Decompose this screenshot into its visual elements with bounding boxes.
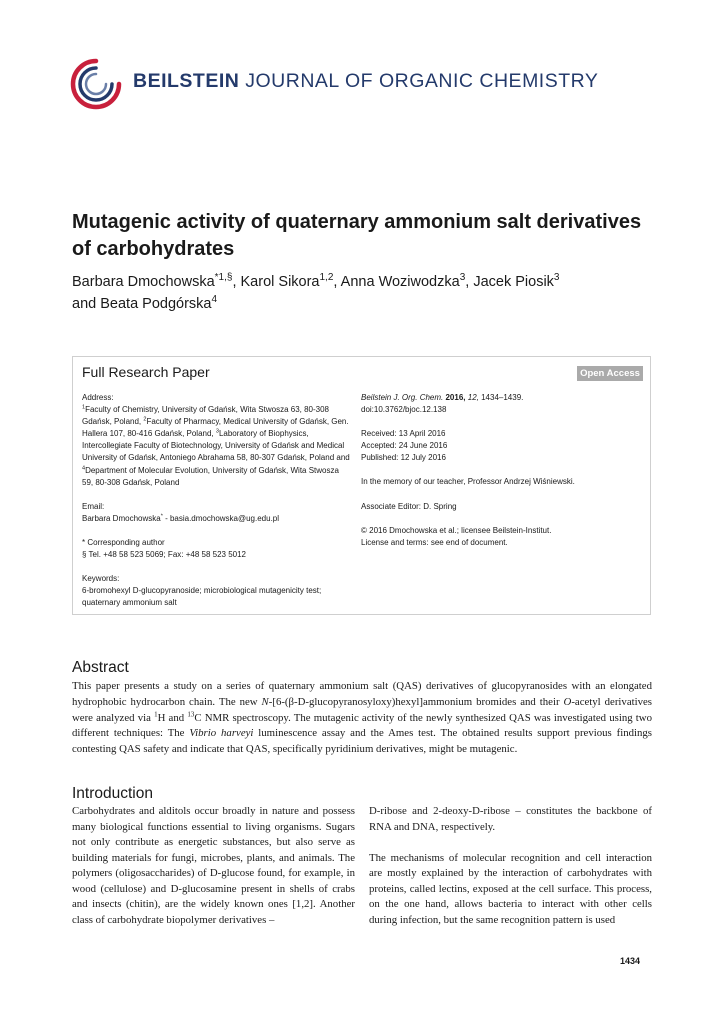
email-label: Email: bbox=[82, 501, 105, 511]
info-right-column bbox=[361, 392, 646, 549]
abstract-italic: Vibrio harveyi bbox=[189, 727, 254, 740]
abstract-part: This paper presents a study on a series of quaternary ammonium salt (QAS) derivatives of glucopyranosides with an elongated hydrophobic hydrocarbon chain. The new bbox=[72, 680, 652, 708]
author-conjunction: and bbox=[72, 296, 97, 312]
abstract-part: -acetyl derivatives were analyzed via bbox=[72, 695, 652, 724]
corresponding-note: * Corresponding author bbox=[82, 537, 165, 547]
affiliations bbox=[82, 404, 352, 489]
author-name: Anna Woziwodzka bbox=[340, 274, 460, 290]
author-affiliation-mark: *1,§ bbox=[214, 272, 233, 284]
keywords-label: Keywords: bbox=[82, 574, 120, 584]
affiliation-mark: 2 bbox=[143, 416, 147, 423]
paper-type-label: Full Research Paper bbox=[82, 364, 210, 380]
keywords-list: 6-bromohexyl D-glucopyranoside; microbiological mutagenicity test; quaternary ammonium salt bbox=[82, 586, 322, 608]
citation bbox=[361, 392, 646, 404]
memorial-note: In the memory of our teacher, Professor Andrzej Wiśniewski. bbox=[361, 477, 575, 487]
affiliation-3: Laboratory of Biophysics, Intercollegiate Faculty of Biotechnology, University of Gdańsk and Medical University of Gdańsk, Antoniego Abrahama 58, 80-307 Gdańsk, Poland and bbox=[82, 429, 350, 463]
abstract-italic: O bbox=[563, 695, 572, 708]
affiliation-mark: 3 bbox=[215, 428, 219, 435]
author-affiliation-mark: 1,2 bbox=[319, 272, 334, 284]
author-affiliation-mark: 4 bbox=[211, 294, 218, 306]
abstract-part: C NMR spectroscopy. The mutagenic activity of the newly synthesized QAS was investigated using two different techniques: The bbox=[72, 711, 652, 740]
affiliation-1: Faculty of Chemistry, University of Gdańsk, Wita Stwosza 63, 80-308 Gdańsk, Poland, bbox=[82, 405, 330, 427]
author-name: Barbara Dmochowska bbox=[72, 274, 215, 290]
citation-year: 2016, bbox=[445, 393, 466, 402]
email-address-link[interactable]: - basia.dmochowska@ug.edu.pl bbox=[162, 513, 280, 523]
abstract-part: luminescence assay and the Ames test. The obtained results support previous findings contesting QAS safety and indicate that QAS, specifically pyridinium derivatives, might be mutagenic. bbox=[72, 727, 652, 756]
introduction-heading: Introduction bbox=[72, 785, 153, 802]
phone-note: § Tel. +48 58 523 5069; Fax: +48 58 523 5012 bbox=[82, 550, 246, 560]
abstract-text bbox=[72, 679, 652, 758]
affiliation-mark: 4 bbox=[82, 464, 86, 471]
page-number: 1434 bbox=[620, 956, 641, 966]
introduction-right-column bbox=[369, 804, 652, 928]
abstract-heading: Abstract bbox=[72, 659, 129, 676]
citation-pages: 1434–1439. bbox=[481, 393, 524, 402]
license-link[interactable]: License and terms: see end of document. bbox=[361, 537, 508, 547]
author-name: Jacek Piosik bbox=[473, 274, 554, 290]
citation-journal: Beilstein J. Org. Chem. bbox=[361, 393, 444, 402]
open-access-badge: Open Access bbox=[577, 366, 643, 381]
email-author-mark: * bbox=[160, 513, 163, 520]
email-line bbox=[82, 513, 352, 525]
affiliation-2: Faculty of Pharmacy, Medical University of Gdańsk, Gen. Hallera 107, 80-416 Gdańsk, Poland, bbox=[82, 417, 349, 439]
affiliation-4: Department of Molecular Evolution, University of Gdańsk, Wita Stwosza 59, 80-308 Gdańsk, Poland bbox=[82, 465, 339, 487]
introduction-left-column bbox=[72, 804, 355, 928]
abstract-part: H and bbox=[157, 711, 188, 724]
isotope-mark: 1 bbox=[154, 710, 158, 718]
journal-title bbox=[133, 70, 598, 93]
beilstein-logo-icon bbox=[70, 58, 122, 110]
introduction-paragraph: Carbohydrates and alditols occur broadly in nature and possess many biological functions essential to living organisms. Sugars not only contribute as energetic substances, but also serve as building materials for fungi, microbes, plants, and animals. The polymers (oligosaccharides) of D-glucose found, for example, in wood (cellulose) and D-glucosamine present in shells of crabs and insects (chitin), are the widely known ones [1,2]. Another class of carbohydrate biopolymer derivatives – bbox=[72, 805, 355, 926]
isotope-mark: 13 bbox=[187, 710, 195, 718]
affiliation-mark: 1 bbox=[82, 404, 86, 411]
abstract-italic: N bbox=[261, 695, 269, 708]
journal-name-rest: JOURNAL OF ORGANIC CHEMISTRY bbox=[245, 70, 599, 92]
title-line-1: Mutagenic activity of quaternary ammonium salt derivatives bbox=[72, 211, 642, 233]
author-list: Barbara Dmochowska$^{*1,\S}$, Karol Sikora$^{1,2}$, Anna Woziwodzka$^3$, Jacek Piosik$^3$ and Beata Podgórska$^4$ bbox=[72, 272, 560, 312]
email-author: Barbara Dmochowska bbox=[82, 513, 161, 523]
copyright-notice: © 2016 Dmochowska et al.; licensee Beilstein-Institut. bbox=[361, 525, 552, 535]
introduction-paragraph: D-ribose and 2-deoxy-D-ribose – constitutes the backbone of RNA and DNA, respectively. bbox=[369, 805, 652, 833]
journal-name-bold: BEILSTEIN bbox=[133, 70, 240, 92]
author-name: Karol Sikora bbox=[240, 274, 320, 290]
accepted-date: Accepted: 24 June 2016 bbox=[361, 441, 448, 451]
author-affiliation-mark: 3 bbox=[459, 272, 466, 284]
associate-editor: Associate Editor: D. Spring bbox=[361, 501, 457, 511]
citation-volume: 12, bbox=[467, 393, 479, 402]
introduction-paragraph: The mechanisms of molecular recognition and cell interaction are mostly explained by the interaction of carbohydrates with proteins, called lectins, exposed at the cell surface. This process, on the one hand, allows bacteria to interact with other cells during infection, but the same recognition pattern is used bbox=[369, 851, 652, 926]
paper-title bbox=[72, 209, 662, 263]
abstract-part: -[6-(β-D-glucopyranosyloxy)hexyl]ammonium bromides and their bbox=[268, 695, 564, 708]
author-name: Beata Podgórska bbox=[100, 296, 212, 312]
received-date: Received: 13 April 2016 bbox=[361, 429, 446, 439]
address-label: Address: bbox=[82, 393, 114, 402]
info-left-column bbox=[82, 392, 352, 609]
published-date: Published: 12 July 2016 bbox=[361, 453, 446, 463]
author-affiliation-mark: 3 bbox=[553, 272, 560, 284]
doi-link[interactable]: doi:10.3762/bjoc.12.138 bbox=[361, 405, 447, 415]
title-line-2: of carbohydrates bbox=[72, 238, 235, 260]
